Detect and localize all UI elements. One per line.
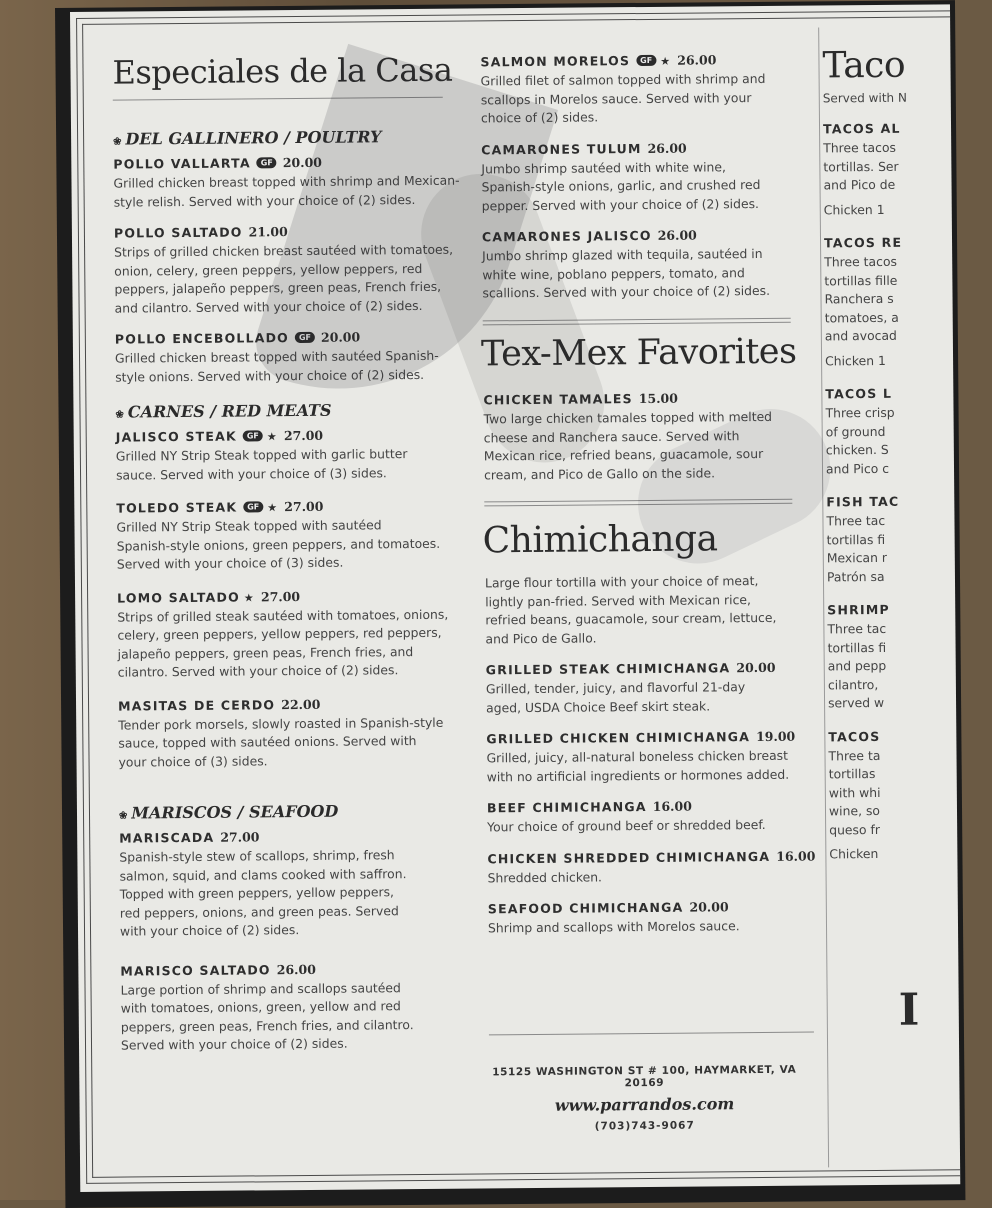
item-name: TACOS RE [823, 234, 903, 251]
item-price: 27.00 [260, 588, 301, 604]
protein-option: Chicken [829, 845, 879, 862]
menu-item [120, 960, 481, 1055]
description-line: red peppers, onions, and green peas. Served [119, 902, 399, 921]
menu-item [119, 827, 480, 941]
description-line: pepper. Served with your choice of (2) sides. [481, 195, 760, 213]
description-line: and cilantro. Served with your choice of (2) sides. [114, 297, 423, 316]
item-price: 15.00 [638, 390, 678, 407]
star-icon: ★ [660, 54, 672, 68]
item-price: 26.00 [677, 52, 717, 68]
item-description [823, 138, 983, 195]
item-description [828, 746, 989, 840]
wine-glass-icon: ❀ [115, 409, 124, 421]
menu-item [486, 659, 826, 717]
section-title-tacos: Taco [822, 44, 906, 87]
item-name: TACOS [828, 728, 881, 744]
description-line: jalapeño peppers, green peas, French fries, and [117, 643, 414, 662]
description-line: Strips of grilled steak sautéed with tomatoes, onions, [117, 606, 449, 625]
item-name: MASITAS DE CERDO [117, 696, 276, 714]
description-line: tortillas. Ser [823, 158, 899, 174]
intro-line: refried beans, guacamole, sour cream, lettuce, [485, 609, 777, 628]
item-name: TACOS AL [822, 120, 901, 137]
tacos-subtitle: Served with N [822, 90, 907, 106]
item-heading [118, 695, 478, 713]
description-line: Mexican r [826, 549, 888, 566]
description-line: Grilled chicken breast topped with sautéed Spanish- [114, 347, 439, 366]
item-description [116, 444, 476, 484]
description-line: chicken. S [825, 441, 889, 458]
menu-item [824, 234, 985, 370]
item-heading [487, 797, 827, 815]
item-description [116, 515, 476, 574]
item-name: MARISCADA [119, 829, 215, 846]
description-line: Grilled chicken breast topped with shrimp and Mexican- [113, 172, 460, 191]
item-price: 27.00 [284, 498, 324, 515]
description-line: Served with your choice of (3) sides. [116, 554, 344, 572]
item-price: 16.00 [652, 798, 692, 814]
description-line: style onions. Served with your choice of (2) sides. [115, 366, 425, 385]
category-title: DEL GALLINERO / POULTRY [125, 127, 382, 149]
description-line: served w [827, 694, 885, 711]
menu-item [828, 728, 989, 864]
item-description [486, 746, 826, 786]
description-line: Grilled, juicy, all-natural boneless chicken breast [486, 747, 789, 766]
description-line: sauce. Served with your choice of (3) sides. [115, 464, 387, 483]
item-name: CHICKEN SHREDDED CHIMICHANGA [487, 848, 771, 866]
category-heading [115, 399, 475, 421]
description-line: Three tacos [823, 139, 897, 156]
menu-item [488, 898, 828, 937]
gluten-free-badge: GF [243, 501, 263, 512]
phone-number[interactable]: (703)743-9067 [594, 1119, 695, 1133]
description-line: Patrón sa [826, 568, 885, 584]
description-line: and Pico c [825, 460, 890, 476]
footer [489, 1064, 800, 1134]
intro-line: and Pico de Gallo. [485, 629, 597, 646]
item-description [119, 845, 480, 941]
description-line: Three tac [827, 620, 887, 637]
menu-item [116, 497, 477, 574]
description-line: cream, and Pico de Gallo on the side. [483, 464, 716, 482]
item-price: 22.00 [281, 696, 321, 712]
item-description [827, 619, 988, 713]
section-intro [485, 571, 826, 648]
description-line: sauce, topped with sautéed onions. Served with [118, 733, 417, 751]
item-name: FISH TAC [826, 493, 900, 510]
description-line: Your choice of ground beef or shredded beef. [487, 816, 766, 835]
item-description [824, 252, 985, 346]
item-price: 16.00 [776, 848, 816, 864]
item-name: POLLO ENCEBOLLADO [114, 330, 290, 347]
wine-glass-icon: ❀ [118, 810, 128, 822]
description-line: and avocad [824, 327, 897, 344]
item-heading [488, 898, 828, 916]
menu-item [117, 587, 478, 682]
menu-item [823, 120, 984, 219]
item-name: CAMARONES TULUM [481, 140, 642, 157]
item-heading [480, 51, 820, 69]
wine-glass-icon: ❀ [113, 136, 122, 148]
item-price: 20.00 [282, 154, 323, 171]
item-description [488, 916, 828, 937]
item-description [825, 403, 986, 478]
category-title: MARISCOS / SEAFOOD [131, 801, 339, 823]
item-price: 21.00 [248, 224, 288, 240]
item-heading [486, 728, 826, 746]
menu-item [487, 797, 827, 836]
description-line: style relish. Served with your choice of (2) sides. [113, 191, 416, 210]
description-line: with your choice of (2) sides. [119, 922, 300, 939]
description-line: tortillas fi [826, 531, 886, 547]
item-name: GRILLED CHICKEN CHIMICHANGA [486, 729, 751, 747]
description-line: onion, celery, green peppers, yellow peppers, red [114, 260, 423, 279]
item-name: LOMO SALTADO [117, 589, 240, 606]
description-line: tomatoes, a [824, 309, 899, 325]
item-description [487, 866, 827, 887]
item-description [486, 677, 826, 717]
description-line: Three tac [826, 512, 886, 529]
description-line: with tomatoes, onions, green, yellow and red [120, 998, 401, 1016]
gluten-free-badge: GF [257, 157, 277, 168]
description-line: peppers, jalapeño peppers, green peas, French fries, [114, 278, 442, 297]
description-line: Jumbo shrimp glazed with tequila, sautéed in [482, 245, 763, 264]
item-heading [116, 497, 476, 515]
menu-item [116, 426, 476, 484]
description-line: Shrimp and scallops with Morelos sauce. [487, 918, 740, 936]
item-price: 20.00 [689, 899, 729, 915]
description-line: Three tacos [824, 253, 898, 270]
description-line: peppers, green peas, French fries, and cilantro. [120, 1016, 414, 1035]
item-price: 26.00 [276, 961, 316, 977]
description-line: choice of (2) sides. [480, 109, 599, 126]
address: 15125 WASHINGTON ST # 100, HAYMARKET, VA 20169 [492, 1063, 797, 1090]
description-line: cilantro, [827, 676, 879, 692]
description-line: Three crisp [825, 404, 895, 421]
description-line: celery, green peppers, yellow peppers, red peppers, [117, 624, 442, 643]
item-name: CAMARONES JALISCO [481, 227, 652, 245]
item-price: 19.00 [756, 728, 796, 745]
description-line: Grilled NY Strip Steak topped with sautéed [116, 517, 382, 535]
description-line: with no artificial ingredients or hormones added. [486, 766, 790, 784]
description-line: queso fr [829, 821, 881, 837]
item-heading [119, 827, 479, 845]
item-name: TOLEDO STEAK [116, 499, 238, 516]
section-title-chimichanga: Chimichanga [482, 518, 718, 562]
item-name: POLLO VALLARTA [113, 155, 251, 172]
star-icon: ★ [243, 590, 256, 605]
menu-item [827, 601, 988, 713]
item-description [118, 713, 478, 772]
description-line: and pepp [827, 657, 887, 674]
protein-option: Chicken 1 [823, 201, 885, 217]
star-icon: ★ [267, 501, 279, 515]
item-name: GRILLED STEAK CHIMICHANGA [485, 660, 731, 678]
item-description [117, 605, 478, 682]
description-line: Two large chicken tamales topped with melted [483, 408, 773, 427]
category-heading [119, 800, 479, 822]
menu-item [486, 728, 826, 786]
section-title-texmex: Tex-Mex Favorites [480, 331, 797, 375]
menu-item [487, 848, 827, 887]
description-line: Three ta [828, 747, 881, 763]
gluten-free-badge: GF [243, 430, 263, 441]
item-price: 20.00 [736, 659, 776, 676]
menu-item [825, 385, 986, 478]
description-line: white wine, poblano peppers, tomato, and [482, 264, 745, 282]
description-line: Grilled NY Strip Steak topped with garlic butter [115, 446, 408, 464]
description-line: cilantro. Served with your choice of (2) sides. [117, 662, 399, 680]
chimichanga-items [485, 571, 828, 951]
item-price: 26.00 [647, 140, 687, 156]
description-line: Mexican rice, refried beans, guacamole, sour [483, 445, 764, 464]
description-line: scallops in Morelos sauce. Served with your [480, 89, 752, 107]
description-line: Grilled, tender, juicy, and flavorful 21-day [485, 679, 746, 697]
item-name: POLLO SALTADO [113, 224, 243, 241]
description-line: Grilled filet of salmon topped with shrimp and [480, 70, 766, 89]
description-line: Tender pork morsels, slowly roasted in Spanish-style [118, 714, 444, 733]
item-heading [120, 960, 480, 978]
description-line: salmon, squid, and clams cooked with saffron. [119, 865, 407, 884]
star-icon: ★ [266, 430, 278, 444]
protein-option: Chicken 1 [825, 352, 886, 368]
gluten-free-badge: GF [295, 332, 315, 343]
description-line: Served with your choice of (2) sides. [120, 1035, 348, 1053]
description-line: aged, USDA Choice Beef skirt steak. [486, 697, 711, 715]
category-title: CARNES / RED MEATS [127, 400, 332, 422]
item-price: 26.00 [657, 227, 697, 243]
description-line: and Pico de [823, 176, 896, 193]
description-line: with whi [828, 784, 881, 800]
description-line: wine, so [828, 802, 881, 819]
description-line: tortillas [828, 766, 876, 782]
description-line: cheese and Ranchera sauce. Served with [483, 427, 740, 445]
item-description [120, 978, 481, 1055]
gluten-free-badge: GF [636, 55, 656, 66]
description-line: Strips of grilled chicken breast sautéed with tomatoes, [114, 241, 454, 260]
website-link[interactable]: www.parrandos.com [554, 1094, 735, 1115]
item-name: MARISCO SALTADO [120, 961, 271, 979]
section-title-especiales: Especiales de la Casa [112, 50, 453, 92]
description-line: Spanish-style onions, green peppers, and tomatoes. [116, 535, 441, 554]
menu-item [118, 695, 479, 772]
description-line: Large portion of shrimp and scallops sautéed [120, 979, 401, 998]
item-name: SALMON MORELOS [480, 53, 631, 70]
item-name: BEEF CHIMICHANGA [486, 798, 647, 816]
item-description [487, 815, 827, 836]
item-price: 27.00 [283, 427, 324, 444]
item-heading [116, 426, 476, 444]
menu-page [70, 4, 960, 1192]
description-line: of ground [825, 423, 886, 439]
item-heading [117, 587, 477, 605]
item-heading [486, 659, 826, 677]
description-line: Spanish-style stew of scallops, shrimp, fresh [119, 847, 395, 865]
description-line: Ranchera s [824, 290, 894, 307]
item-price: 27.00 [220, 829, 260, 845]
item-name: JALISCO STEAK [115, 428, 237, 445]
menu-item [826, 493, 987, 586]
item-heading [487, 848, 827, 866]
partial-heading: I [898, 984, 920, 1036]
description-line: Shredded chicken. [487, 868, 603, 885]
item-price: 20.00 [320, 329, 361, 345]
item-name: CHICKEN TAMALES [483, 391, 633, 408]
item-name: SHRIMP [827, 601, 890, 618]
item-name: SEAFOOD CHIMICHANGA [487, 899, 684, 917]
intro-line: lightly pan-fried. Served with Mexican rice, [485, 591, 751, 609]
description-line: scallions. Served with your choice of (2) sides. [482, 282, 771, 301]
description-line: Jumbo shrimp sautéed with white wine, [481, 158, 726, 176]
description-line: tortillas fi [827, 639, 887, 655]
description-line: your choice of (3) sides. [118, 752, 268, 770]
item-name: TACOS L [825, 385, 893, 402]
item-description [826, 511, 987, 586]
right-column [823, 120, 990, 880]
description-line: Topped with green peppers, yellow peppers, [119, 884, 395, 902]
intro-line: Large flour tortilla with your choice of meat, [484, 573, 759, 591]
description-line: tortillas fille [824, 272, 898, 288]
description-line: Spanish-style onions, garlic, and crushed red [481, 176, 761, 195]
